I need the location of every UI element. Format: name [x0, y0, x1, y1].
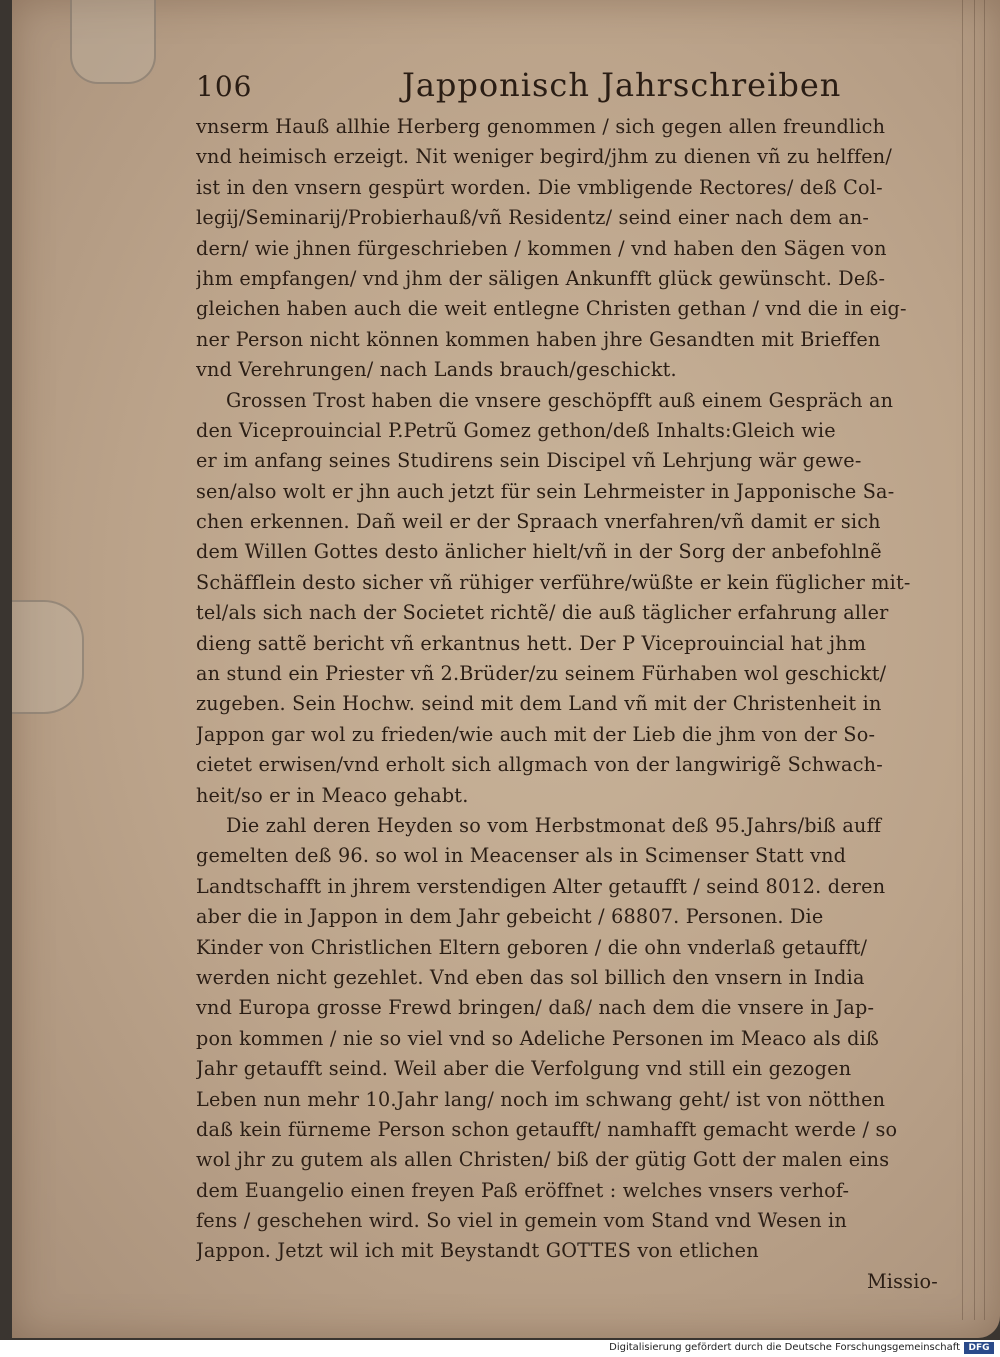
body-text	[196, 112, 938, 1297]
funding-credit: Digitalisierung gefördert durch die Deutsche Forschungsgemeinschaft	[609, 1342, 960, 1353]
text-line: Die zahl deren Heyden so vom Herbstmonat deß 95.Jahrs/biß auff	[226, 813, 882, 837]
footer-bar	[0, 1340, 1000, 1357]
text-line: dem Willen Gottes desto änlicher hielt/vñ in der Sorg der anbefohlnẽ	[196, 540, 882, 564]
text-line: aber die in Jappon in dem Jahr gebeicht / 68807. Personen. Die	[196, 905, 824, 929]
text-line: daß kein fürneme Person schon getaufft/ namhafft gemacht werde / so	[196, 1117, 898, 1141]
text-line: Leben nun mehr 10.Jahr lang/ noch im schwang geht/ ist von nötthen	[196, 1087, 886, 1111]
text-line: Grossen Trost haben die vnsere geschöpfft auß einem Gespräch an	[226, 388, 894, 412]
plastic-clip-top	[70, 0, 156, 84]
text-line: Landtschafft in jhrem verstendigen Alter getaufft / seind 8012. deren	[196, 874, 886, 898]
text-line: legij/Seminarij/Probierhauß/vñ Residentz/ seind einer nach dem an-	[196, 206, 870, 230]
text-line: Schäfflein desto sicher vñ rühiger verführe/wüßte er kein füglicher mit-	[196, 570, 911, 594]
text-line: vnd Europa grosse Frewd bringen/ daß/ nach dem die vnsere in Jap-	[196, 996, 875, 1020]
text-line: wol jhr zu gutem als allen Christen/ biß der gütig Gott der malen eins	[196, 1148, 890, 1172]
text-line: tel/als sich nach der Societet richtẽ/ die auß täglicher erfahrung aller	[196, 601, 889, 625]
text-line: chen erkennen. Dañ weil er der Spraach vnerfahren/vñ damit er sich	[196, 510, 881, 534]
page-number: 106	[196, 70, 253, 103]
text-line: Jappon. Jetzt wil ich mit Beystandt GOTTES von etlichen	[196, 1239, 759, 1263]
plastic-clip-left	[12, 600, 84, 714]
text-line: den Viceprouincial P.Petrũ Gomez gethon/deß Inhalts:Gleich wie	[196, 418, 836, 442]
text-line: vnd Verehrungen/ nach Lands brauch/geschickt.	[196, 358, 677, 382]
text-line: Jappon gar wol zu frieden/wie auch mit der Lieb die jhm von der So-	[196, 722, 876, 746]
text-line: er im anfang seines Studirens sein Discipel vñ Lehrjung wär gewe-	[196, 449, 862, 473]
page-header	[196, 66, 936, 106]
running-title: Japponisch Jahrschreiben	[402, 66, 842, 104]
text-line: cietet erwisen/vnd erholt sich allgmach von der langwirigẽ Schwach-	[196, 753, 883, 777]
text-line: gleichen haben auch die weit entlegne Christen gethan / vnd die in eig-	[196, 297, 907, 321]
text-line: dem Euangelio einen freyen Paß eröffnet : welches vnsers verhof-	[196, 1178, 850, 1202]
text-line: sen/also wolt er jhn auch jetzt für sein Lehrmeister in Japponische Sa-	[196, 479, 895, 503]
text-line: heit/so er in Meaco gehabt.	[196, 783, 469, 807]
text-line: dieng sattẽ bericht vñ erkantnus hett. Der P Viceprouincial hat jhm	[196, 631, 867, 655]
text-line: vnd heimisch erzeigt. Nit weniger begird/jhm zu dienen vñ zu helffen/	[196, 145, 893, 169]
text-line: ist in den vnsern gespürt worden. Die vmbligende Rectores/ deß Col-	[196, 175, 883, 199]
dfg-logo: DFG	[964, 1342, 994, 1354]
text-line: Kinder von Christlichen Eltern geboren / die ohn vnderlaß getaufft/	[196, 935, 868, 959]
text-line: zugeben. Sein Hochw. seind mit dem Land vñ mit der Christenheit in	[196, 692, 882, 716]
text-line: jhm empfangen/ vnd jhm der säligen Ankunfft glück gewünscht. Deß-	[196, 266, 886, 290]
text-line: dern/ wie jhnen fürgeschrieben / kommen / vnd haben den Sägen von	[196, 236, 887, 260]
page-edge-line	[962, 0, 963, 1320]
text-line: ner Person nicht können kommen haben jhre Gesandten mit Brieffen	[196, 327, 881, 351]
text-line: vnserm Hauß allhie Herberg genommen / sich gegen allen freundlich	[196, 115, 886, 138]
text-line: an stund ein Priester vñ 2.Brüder/zu seinem Fürhaben wol geschickt/	[196, 662, 887, 686]
text-line: Missio-	[866, 1269, 938, 1293]
text-line: pon kommen / nie so viel vnd so Adeliche Personen im Meaco als diß	[196, 1026, 880, 1050]
text-line: fens / geschehen wird. So viel in gemein vom Stand vnd Wesen in	[196, 1209, 847, 1233]
text-line: gemelten deß 96. so wol in Meacenser als in Scimenser Statt vnd	[196, 844, 847, 868]
page-edge-line	[974, 0, 975, 1320]
text-line: Jahr getaufft seind. Weil aber die Verfolgung vnd still ein gezogen	[196, 1057, 852, 1081]
page-edge-line	[984, 0, 985, 1320]
text-line: werden nicht gezehlet. Vnd eben das sol billich den vnsern in India	[196, 965, 865, 989]
